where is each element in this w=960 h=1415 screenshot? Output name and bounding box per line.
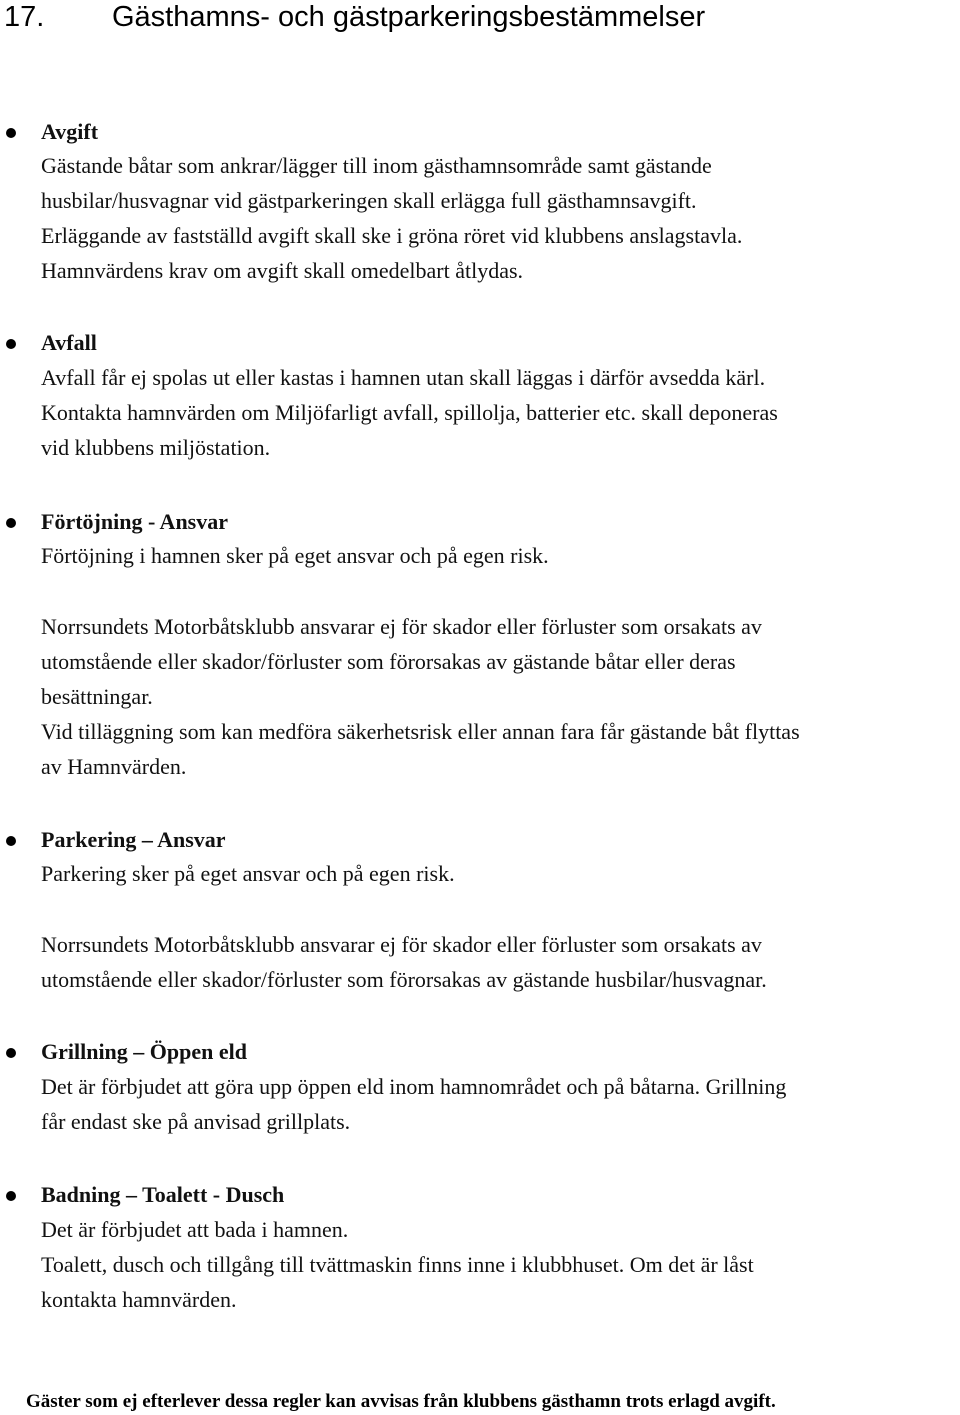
footer-notice: Gäster som ej efterlever dessa regler kan avvisas från klubbens gästhamn trots erlagd avgift. — [26, 1391, 776, 1412]
section-text-line: Parkering sker på eget ansvar och på egen risk. — [41, 861, 455, 886]
section-text-line: Hamnvärdens krav om avgift skall omedelbart åtlydas. — [41, 258, 524, 283]
heading-number: 17. — [4, 1, 45, 33]
section-text-line: husbilar/husvagnar vid gästparkeringen skall erlägga full gästhamnsavgift. — [41, 188, 697, 213]
section-text-line: utomstående eller skador/förluster som förorsakas av gästande båtar eller deras — [41, 649, 736, 674]
section-text-line: Erläggande av fastställd avgift skall ske i gröna röret vid klubbens anslagstavla. — [41, 223, 743, 248]
section-text-line: Gästande båtar som ankrar/lägger till inom gästhamnsområde samt gästande — [41, 153, 712, 178]
section-title: Förtöjning - Ansvar — [41, 509, 228, 534]
section-text-line: får endast ske på anvisad grillplats. — [41, 1109, 351, 1134]
section-text-line: av Hamnvärden. — [41, 754, 187, 779]
section-text-line: kontakta hamnvärden. — [41, 1287, 237, 1312]
section-text-line: utomstående eller skador/förluster som förorsakas av gästande husbilar/husvagnar. — [41, 967, 767, 992]
section-text-line: Norrsundets Motorbåtsklubb ansvarar ej för skador eller förluster som orsakats av — [41, 932, 762, 957]
section-text-line: Det är förbjudet att göra upp öppen eld inom hamnområdet och på båtarna. Grillning — [41, 1074, 787, 1099]
bullet-icon — [6, 836, 16, 846]
bullet-icon — [6, 1048, 16, 1058]
section-text-line: Vid tilläggning som kan medföra säkerhetsrisk eller annan fara får gästande båt flyttas — [41, 719, 800, 744]
bullet-icon — [6, 128, 16, 138]
section-title: Grillning – Öppen eld — [41, 1039, 247, 1064]
section-title: Avgift — [41, 119, 99, 144]
section-text-line: Norrsundets Motorbåtsklubb ansvarar ej för skador eller förluster som orsakats av — [41, 614, 762, 639]
section-text-line: Avfall får ej spolas ut eller kastas i hamnen utan skall läggas i därför avsedda kärl. — [41, 365, 766, 390]
heading-title: Gästhamns- och gästparkeringsbestämmelser — [112, 1, 706, 33]
section-text-line: Toalett, dusch och tillgång till tvättmaskin finns inne i klubbhuset. Om det är låst — [41, 1252, 754, 1277]
bullet-icon — [6, 518, 16, 528]
section-title: Badning – Toalett - Dusch — [41, 1182, 285, 1207]
section-text-line: besättningar. — [41, 684, 153, 709]
section-text-line: Förtöjning i hamnen sker på eget ansvar och på egen risk. — [41, 543, 549, 568]
section-text-line: Kontakta hamnvärden om Miljöfarligt avfall, spillolja, batterier etc. skall deponeras — [41, 400, 778, 425]
section-text-line: Det är förbjudet att bada i hamnen. — [41, 1217, 349, 1242]
section-title: Avfall — [41, 330, 97, 355]
section-title: Parkering – Ansvar — [41, 827, 226, 852]
bullet-icon — [6, 339, 16, 349]
bullet-icon — [6, 1191, 16, 1201]
section-text-line: vid klubbens miljöstation. — [41, 435, 271, 460]
